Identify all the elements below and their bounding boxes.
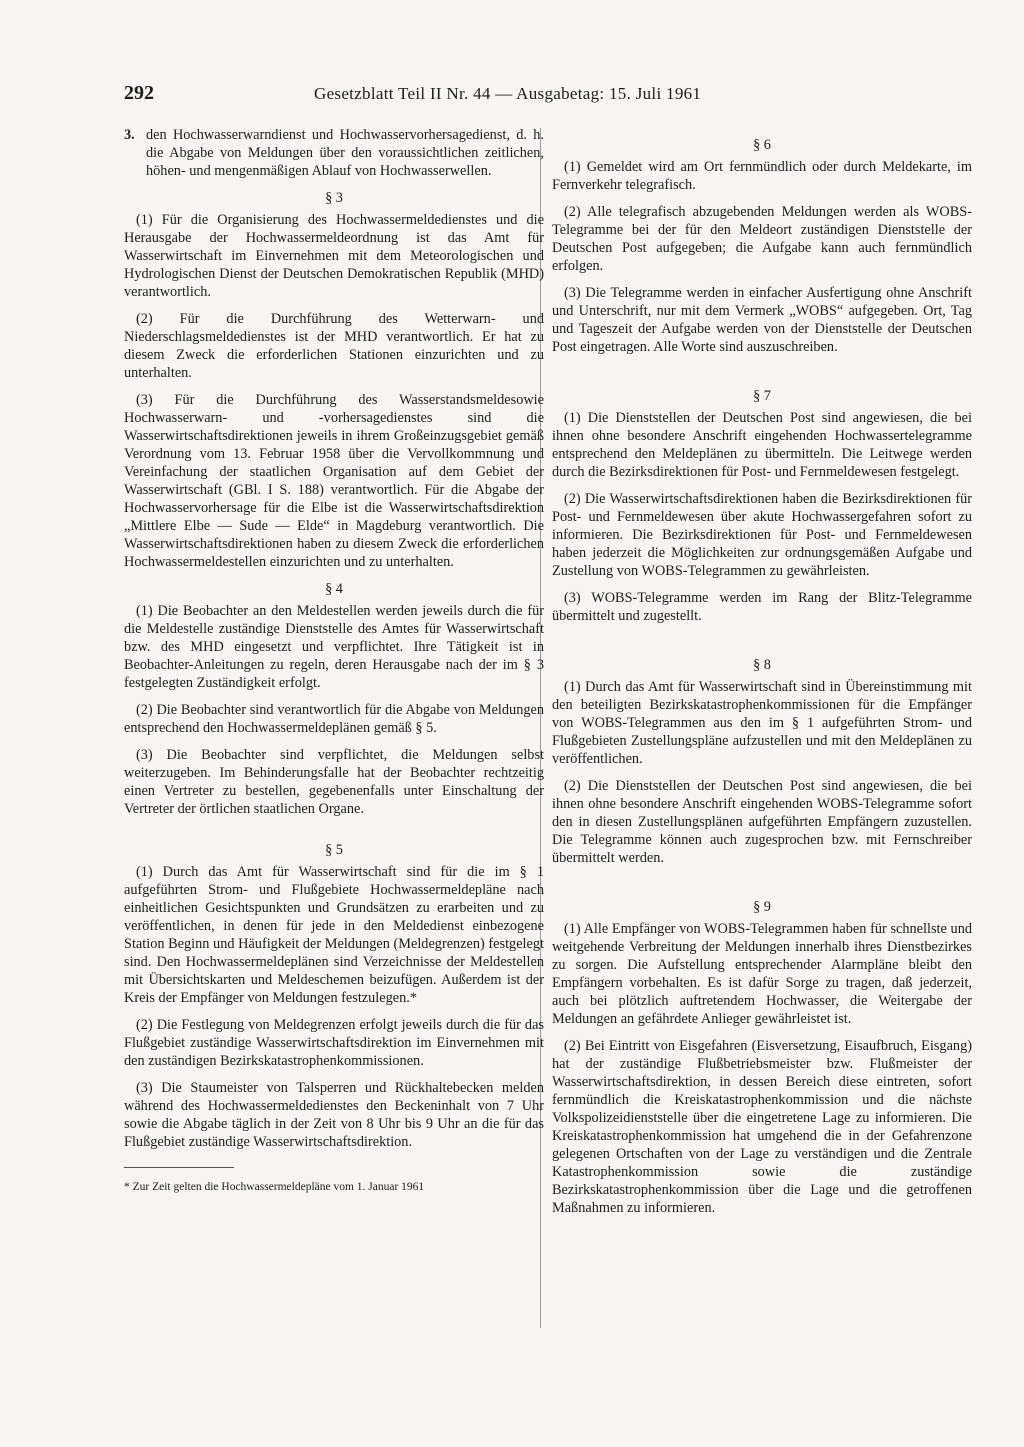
section-heading: § 4 [325,581,343,597]
section-heading: § 8 [753,657,771,673]
paragraph: (1) Durch das Amt für Wasserwirtschaft sind für die im § 1 aufgeführten Strom- und Flußgebiete Hochwassermeldepläne nach einheitlichen Gesichtspunkten und Grundsätzen zu erarbeiten und zu veröffentlichen, in denen für jede in den Meldedienst einbezogene Station Beginn und Häufigkeit der Meldungen (Meldegrenzen) festgelegt sind. Den Hochwassermeldeplänen sind Verzeichnisse der Meldestellen mit Übersichtskarten und Meldeschemen beizufügen. Außerdem ist der Kreis der Empfänger von Meldungen festzulegen.* [124,864,544,1006]
section-heading: § 5 [325,842,343,858]
paragraph: (2) Für die Durchführung des Wetterwarn- und Niederschlagsmeldedienstes ist der MHD verantwortlich. Er hat zu diesem Zweck die erforderlichen Stationen einzurichten und zu unterhalten. [124,311,544,381]
paragraph: (1) Die Dienststellen der Deutschen Post sind angewiesen, die bei ihnen ohne besondere Anschrift eingehenden Hochwassertelegramme entsprechend den Meldeplänen zu übermitteln. Die Leitwege werden durch die Bezirksdirektionen für Post- und Fernmeldewesen festgelegt. [552,410,972,480]
footnote-rule [124,1167,234,1168]
footnote: * Zur Zeit gelten die Hochwassermeldepläne vom 1. Januar 1961 [124,1181,425,1193]
paragraph: (1) Alle Empfänger von WOBS-Telegrammen haben für schnellste und weitgehende Verbreitung der Meldungen innerhalb ihres Dienstbezirkes zu sorgen. Die Aufstellung entsprechender Alarmpläne bleibt den Empfängern vorbehalten. Es ist dafür Sorge zu tragen, daß jederzeit, auch bei plötzlich auftretendem Hochwasser, die Weitergabe der Meldungen an gefährdete Anlieger gewährleistet ist. [552,921,972,1027]
paragraph: (3) WOBS-Telegramme werden im Rang der Blitz-Telegramme übermittelt und zugestellt. [552,590,972,624]
paragraph: (1) Durch das Amt für Wasserwirtschaft sind in Übereinstimmung mit den beteiligten Bezirkskatastrophenkommissionen für die Empfänger von WOBS-Telegrammen aus den im § 1 aufgeführten Strom- und Flußgebieten Zustellungspläne aufzustellen und mit den Meldeplänen zu veröffentlichen. [552,679,972,767]
paragraph: (2) Bei Eintritt von Eisgefahren (Eisversetzung, Eisaufbruch, Eisgang) hat der zuständige Flußbetriebsmeister bzw. Flußmeister der Wasserwirtschaftsdirektion, in dessen Bereich diese eintreten, sofort fernmündlich die Kreiskatastrophenkommission und die nächste Volkspolizeidienststelle über die eingetretene Lage zu informieren. Die Kreiskatastrophenkommission hat umgehend die in der Gefahrenzone gelegenen Ortschaften von der Lage zu verständigen und die Zentrale Katastrophenkommission sowie die zuständige Bezirkskatastrophenkommission über die Lage und die getroffenen Maßnahmen zu informieren. [552,1038,972,1216]
section-heading: § 7 [753,388,771,404]
paragraph: (2) Alle telegrafisch abzugebenden Meldungen werden als WOBS-Telegramme bei der für den Meldeort zuständigen Dienststelle der Deutschen Post aufgegeben; die Aufgabe kann auch fernmündlich erfolgen. [552,204,972,274]
header-title: Gesetzblatt Teil II Nr. 44 — Ausgabetag: 15. Juli 1961 [314,84,702,103]
paragraph: (1) Für die Organisierung des Hochwassermeldedienstes und die Herausgabe der Hochwassermeldeordnung ist das Amt für Wasserwirtschaft im Einvernehmen mit dem Meteorologischen und Hydrologischen Dienst der Deutschen Demokratischen Republik (MHD) verantwortlich. [124,212,544,300]
item-text: den Hochwasserwarndienst und Hochwasservorhersagedienst, d. h. die Abgabe von Meldungen über den voraussichtlichen zeitlichen, höhen- und mengenmäßigen Ablauf von Hochwasserwellen. [146,127,544,179]
list-item [124,126,544,180]
paragraph: (1) Die Beobachter an den Meldestellen werden jeweils durch die für die Meldestelle zuständige Dienststelle des Amtes für Wasserwirtschaft bzw. des MHD eingesetzt und verpflichtet. Ihre Tätigkeit ist in Beobachter-Anleitungen zu regeln, deren Herausgabe nach der im § 3 festgelegten Zuständigkeit erfolgt. [124,603,544,691]
paragraph: (1) Gemeldet wird am Ort fernmündlich oder durch Meldekarte, im Fernverkehr telegrafisch. [552,159,972,193]
paragraph: (2) Die Beobachter sind verantwortlich für die Abgabe von Meldungen entsprechend den Hochwassermeldeplänen gemäß § 5. [124,702,544,736]
left-column [124,126,544,1194]
paragraph: (3) Die Staumeister von Talsperren und Rückhaltebecken melden während des Hochwassermeldedienstes den Beckeninhalt von 7 Uhr sowie die Abgabe täglich in der Zeit von 8 Uhr bis 9 Uhr an die für das Flußgebiet zuständige Wasserwirtschaftsdirektion. [124,1080,544,1150]
page-number: 292 [124,82,154,104]
right-column [552,128,972,1226]
paragraph: (2) Die Dienststellen der Deutschen Post sind angewiesen, die bei ihnen ohne besondere Anschrift eingehenden WOBS-Telegramme sofort den in diesen Zustellungsplänen aufgeführten Empfängern zuzustellen. Die Telegramme können auch zugesprochen bzw. mit Fernschreiber übermittelt werden. [552,778,972,866]
section-heading: § 6 [753,137,771,153]
item-number: 3. [124,127,135,143]
paragraph: (3) Die Beobachter sind verpflichtet, die Meldungen selbst weiterzugeben. Im Behinderungsfalle hat der Beobachter rechtzeitig einen Vertreter zu bestellen, gegebenenfalls unter Einschaltung der Vertreter der örtlichen staatlichen Organe. [124,747,544,817]
section-heading: § 3 [325,190,343,206]
page-header [124,82,764,110]
paragraph: (2) Die Festlegung von Meldegrenzen erfolgt jeweils durch die für das Flußgebiet zuständige Wasserwirtschaftsdirektion im Einvernehmen mit den zuständigen Bezirkskatastrophenkommissionen. [124,1017,544,1069]
section-heading: § 9 [753,899,771,915]
paragraph: (3) Die Telegramme werden in einfacher Ausfertigung ohne Anschrift und Unterschrift, nur mit dem Vermerk „WOBS“ aufgegeben. Ort, Tag und Tageszeit der Aufgabe werden von der Dienststelle der Deutschen Post eingetragen. Alle Worte sind auszuschreiben. [552,285,972,355]
paragraph: (2) Die Wasserwirtschaftsdirektionen haben die Bezirksdirektionen für Post- und Fernmeldewesen über akute Hochwassergefahren sofort zu informieren. Die Bezirksdirektionen für Post- und Fernmeldewesen haben jederzeit die Möglichkeiten zur ordnungsgemäßen Aufgabe und Zustellung von WOBS-Telegrammen zu gewährleisten. [552,491,972,579]
paragraph: (3) Für die Durchführung des Wasserstandsmeldesowie Hochwasserwarn- und -vorhersagedienstes sind die Wasserwirtschaftsdirektionen jeweils in ihrem Großeinzugsgebiet gemäß Verordnung vom 13. Februar 1958 über die Vervollkommnung und Vereinfachung der staatlichen Organisation auf dem Gebiet der Wasserwirtschaft (GBl. I S. 188) verantwortlich. Für die Abgabe der Hochwasservorhersage für die Elbe ist die Wasserwirtschaftsdirektion „Mittlere Elbe — Sude — Elde“ in Magdeburg verantwortlich. Die Wasserwirtschaftsdirektionen haben zu diesem Zweck die erforderlichen Hochwassermeldestellen einzurichten und zu unterhalten. [124,392,544,570]
